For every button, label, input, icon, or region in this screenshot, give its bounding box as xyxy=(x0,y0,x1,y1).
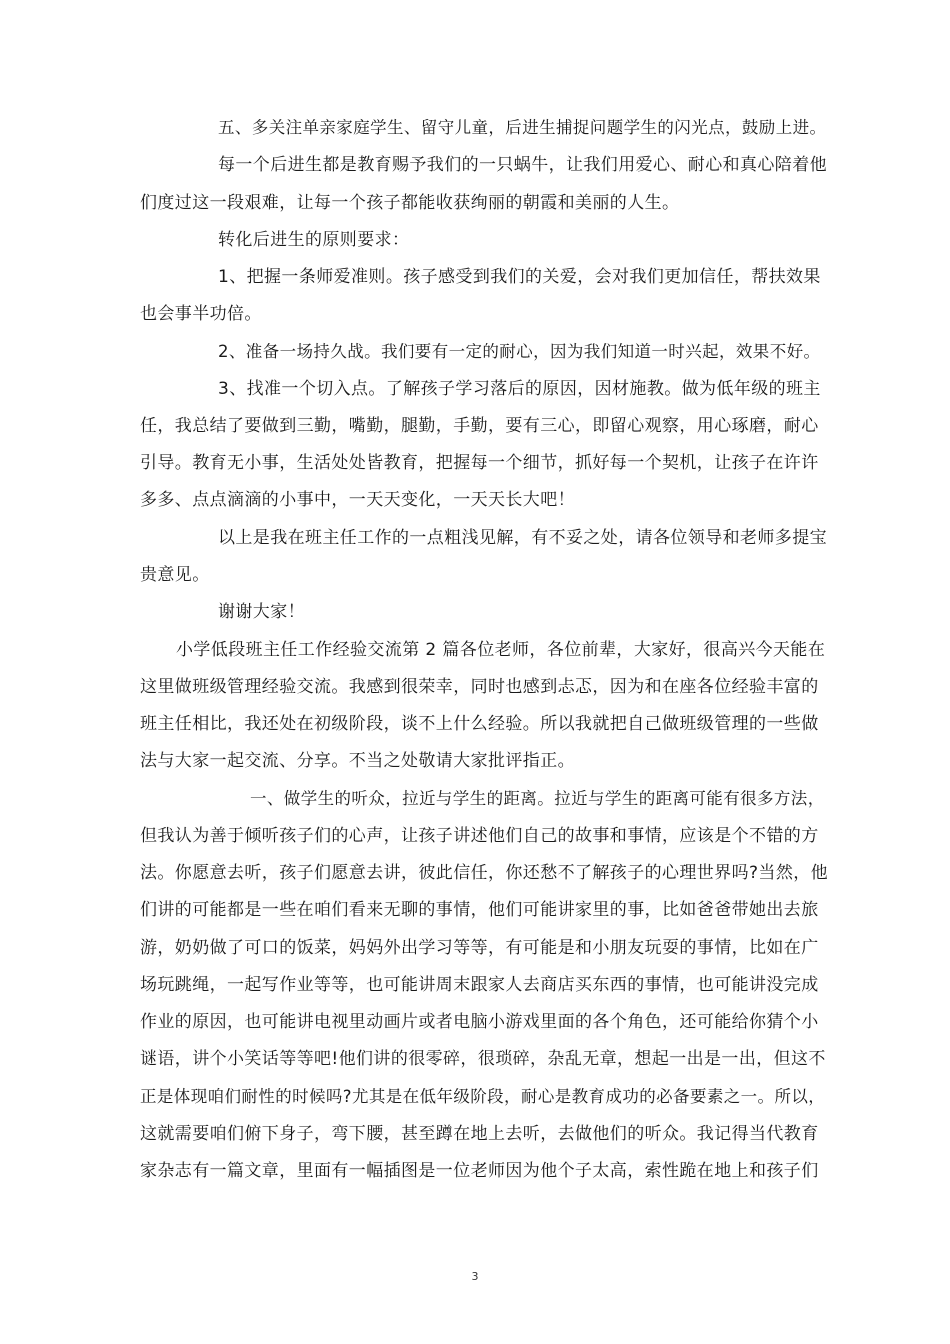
text-line: 转化后进生的原则要求： xyxy=(218,230,410,250)
text-line: 任，我总结了要做到三勤，嘴勤，腿勤，手勤，要有三心，即留心观察，用心琢磨，耐心 xyxy=(140,416,819,436)
text-line: 场玩跳绳，一起写作业等等，也可能讲周末跟家人去商店买东西的事情，也可能讲没完成 xyxy=(140,975,819,995)
page-number: 3 xyxy=(471,1270,479,1283)
text-line: 3、找准一个切入点。了解孩子学习落后的原因，因材施教。做为低年级的班主 xyxy=(218,379,821,399)
text-line: 五、多关注单亲家庭学生、留守儿童，后进生捕捉问题学生的闪光点，鼓励上进。 xyxy=(218,118,827,137)
text-line: 法。你愿意去听，孩子们愿意去讲，彼此信任，你还愁不了解孩子的心理世界吗?当然，他 xyxy=(140,863,829,883)
text-line: 2、准备一场持久战。我们要有一定的耐心，因为我们知道一时兴起，效果不好。 xyxy=(218,342,821,361)
text-line: 游，奶奶做了可口的饭菜，妈妈外出学习等等，有可能是和小朋友玩耍的事情，比如在广 xyxy=(140,938,819,958)
text-line: 一、做学生的听众，拉近与学生的距离。拉近与学生的距离可能有很多方法， xyxy=(250,789,825,808)
text-line: 家杂志有一篇文章，里面有一幅插图是一位老师因为他个子太高，索性跪在地上和孩子们 xyxy=(140,1161,819,1181)
text-line: 班主任相比，我还处在初级阶段，谈不上什么经验。所以我就把自己做班级管理的一些做 xyxy=(140,714,819,734)
text-line: 小学低段班主任工作经验交流第 2 篇各位老师，各位前辈，大家好，很高兴今天能在 xyxy=(176,640,826,660)
text-line: 每一个后进生都是教育赐予我们的一只蜗牛，让我们用爱心、耐心和真心陪着他 xyxy=(218,155,827,175)
text-line: 但我认为善于倾听孩子们的心声，让孩子讲述他们自己的故事和事情，应该是个不错的方 xyxy=(140,826,819,846)
text-line: 贵意见。 xyxy=(140,565,210,585)
text-line: 这里做班级管理经验交流。我感到很荣幸，同时也感到忐忑，因为和在座各位经验丰富的 xyxy=(140,677,819,697)
text-line: 谜语，讲个小笑话等等吧!他们讲的很零碎，很琐碎，杂乱无章，想起一出是一出，但这不 xyxy=(140,1049,826,1069)
text-line: 谢谢大家！ xyxy=(218,602,305,622)
text-line: 们讲的可能都是一些在咱们看来无聊的事情，他们可能讲家里的事，比如爸爸带她出去旅 xyxy=(140,900,819,920)
text-line: 们度过这一段艰难，让每一个孩子都能收获绚丽的朝霞和美丽的人生。 xyxy=(140,193,680,213)
text-line: 引导。教育无小事，生活处处皆教育，把握每一个细节，抓好每一个契机，让孩子在许许 xyxy=(140,453,819,473)
text-line: 多多、点点滴滴的小事中，一天天变化，一天天长大吧！ xyxy=(140,490,575,510)
text-line: 1、把握一条师爱准则。孩子感受到我们的关爱，会对我们更加信任，帮扶效果 xyxy=(218,267,821,287)
text-line: 这就需要咱们俯下身子，弯下腰，甚至蹲在地上去听，去做他们的听众。我记得当代教育 xyxy=(140,1124,819,1144)
text-line: 以上是我在班主任工作的一点粗浅见解，有不妥之处，请各位领导和老师多提宝 xyxy=(218,528,827,548)
text-line: 也会事半功倍。 xyxy=(140,304,262,324)
text-line: 作业的原因，也可能讲电视里动画片或者电脑小游戏里面的各个角色，还可能给你猜个小 xyxy=(140,1012,819,1032)
text-line: 法与大家一起交流、分享。不当之处敬请大家批评指正。 xyxy=(140,751,575,771)
text-line: 正是体现咱们耐性的时候吗?尤其是在低年级阶段，耐心是教育成功的必备要素之一。所以， xyxy=(140,1087,826,1106)
